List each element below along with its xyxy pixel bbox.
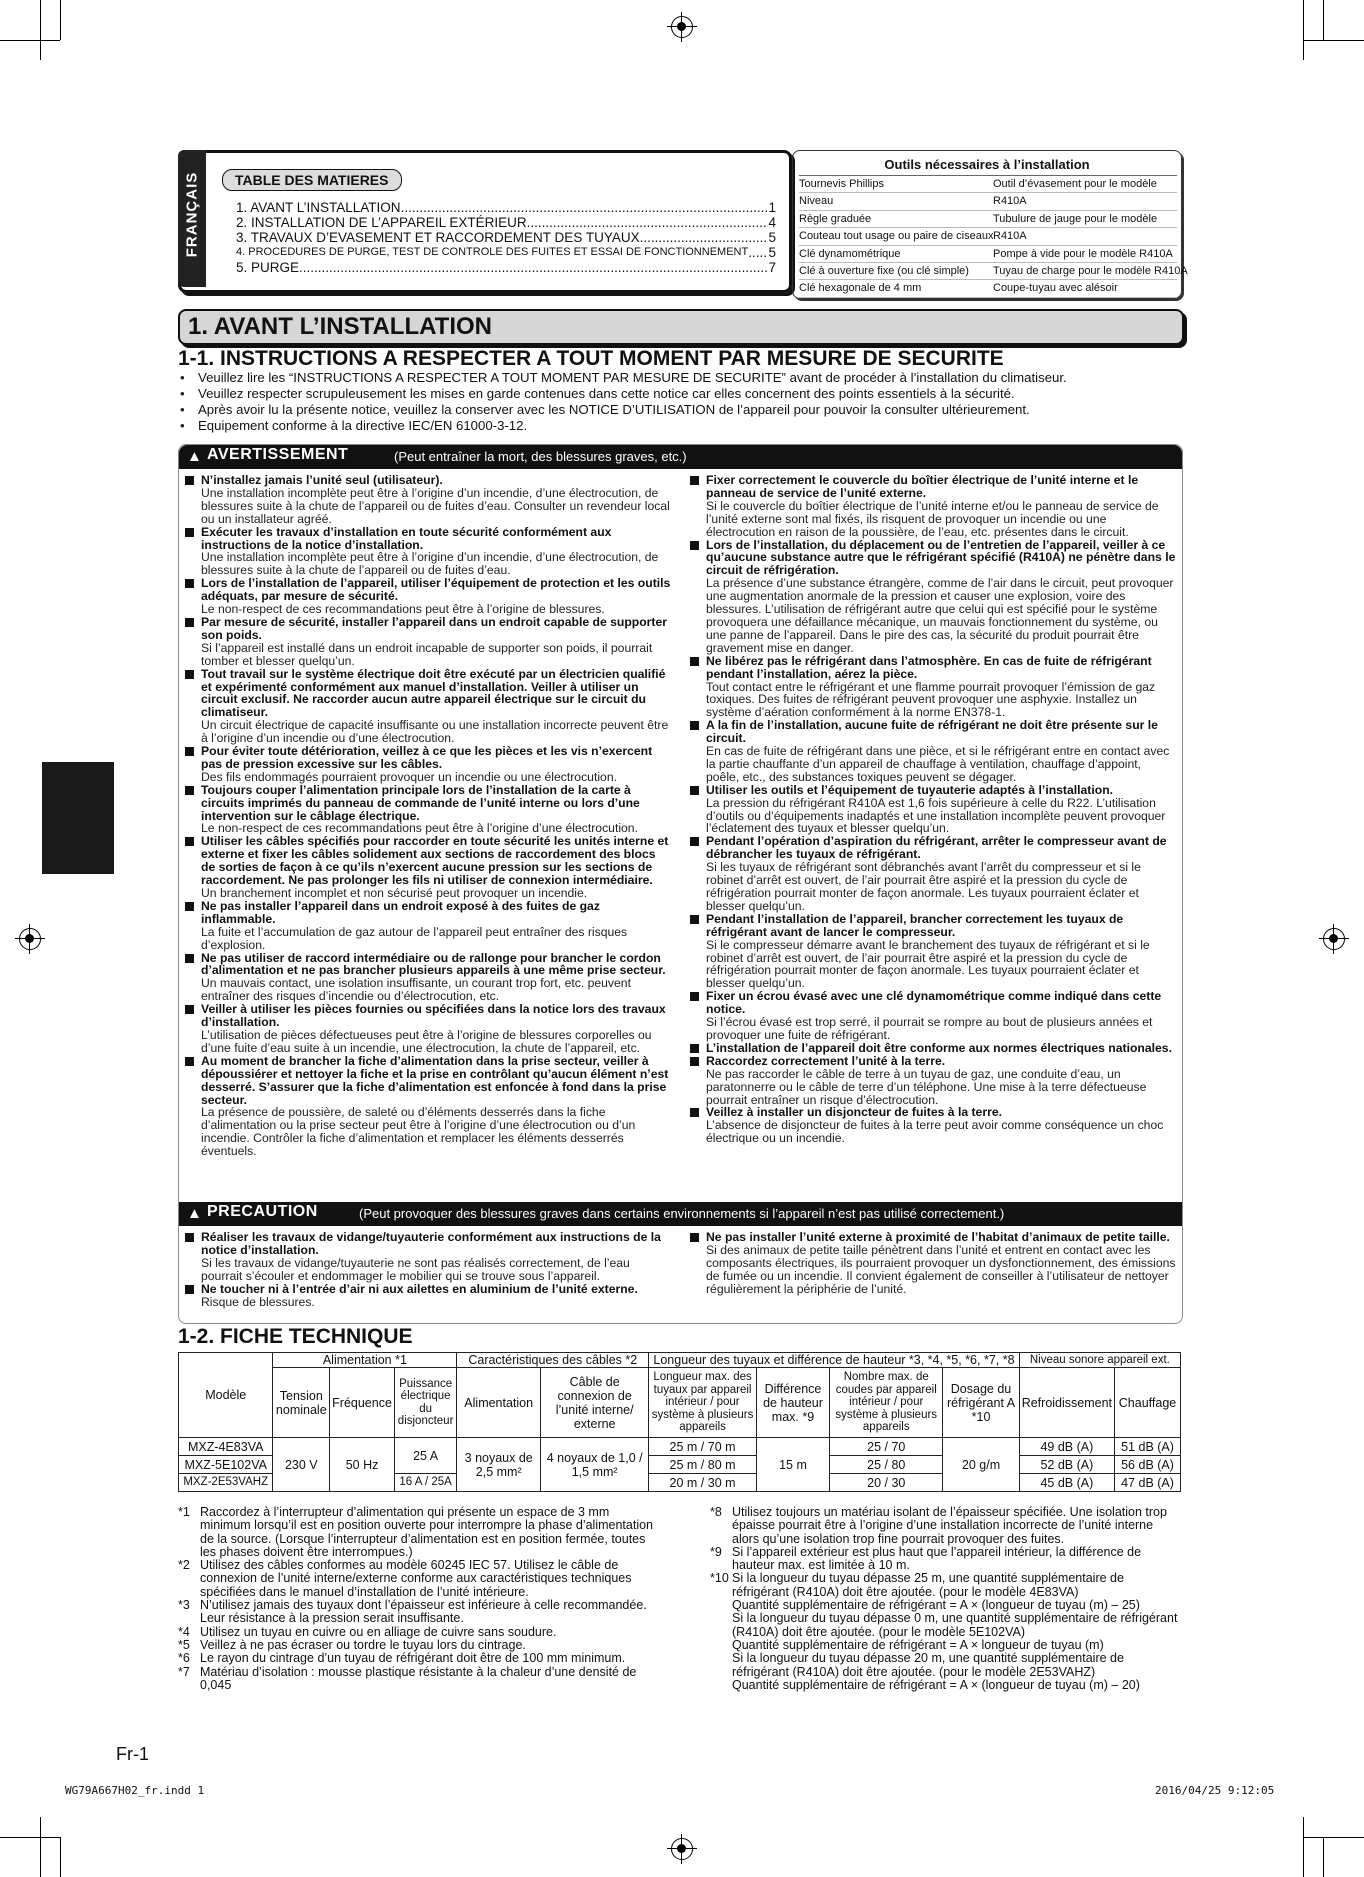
- safety-item-text: Si le compresseur démarre avant le branchement des tuyaux de réfrigérant et si le robinet d’arrêt est ouvert, de l’air pourrait être aspiré et la pression du cycle de réfrigération pourrait monter de façon anormale. Les tuyaux pourraient éclater et blesser quelqu’un.: [706, 937, 1150, 991]
- intro-bullets: [178, 370, 1188, 434]
- safety-item-text: En cas de fuite de réfrigérant dans une pièce, et si le réfrigérant entre en contact avec la partie chauffante d’un appareil de chauffage à ventilation, chauffage d’appoint, poêle, etc., des substances toxiques peuvent se dégager.: [706, 744, 1170, 784]
- model-cell: MXZ-4E83VA: [179, 1438, 273, 1456]
- safety-item-title: Par mesure de sécurité, installer l’appareil dans un endroit capable de supporter son poids.: [201, 614, 667, 642]
- footnote: [178, 1666, 653, 1693]
- safety-item-text: La présence d’une substance étrangère, comme de l’air dans le circuit, peut provoquer une augmentation anormale de la pression et causer une explosion, voire des blessures. L’utilisation de réfrigérant autre que celui qui est spécifié pour le système provoquera une défaillance mécanique, un mauvais fonctionnement du système, ou une panne de l’appareil. Dans le pire des cas, la sécurité du produit pourrait être gravement mise en danger.: [706, 576, 1174, 655]
- bullet-item: • Veuillez lire les “INSTRUCTIONS A RESPECTER A TOUT MOMENT PAR MESURE DE SECURITE” avant de procéder à l’installation du climatiseur.: [178, 370, 1188, 386]
- precaution-left-column: [183, 1231, 673, 1308]
- power-cell: 3 noyaux de 2,5 mm²: [457, 1438, 541, 1492]
- safety-item-text: Une installation incomplète peut être à l’origine d’un incendie, d’une électrocution, de blessures suite à la chute de l’appareil ou de fuites d’eau. Consulter un revendeur local ou un installateur agréé.: [201, 485, 670, 526]
- breaker-cell: 25 A: [394, 1438, 456, 1474]
- safety-item-text: La fuite et l’accumulation de gaz autour de l’appareil peut entraîner des risques d’explosion.: [201, 924, 628, 952]
- footnote-text: Quantité supplémentaire de réfrigérant = A × (longueur de tuyau (m) – 25): [732, 1598, 1140, 1613]
- header-cell: Fréquence: [330, 1368, 395, 1438]
- crop-mark: [60, 1837, 61, 1877]
- footnote-text: Si la longueur du tuyau dépasse 0 m, une quantité supplémentaire de réfrigérant (R410A) doit être ajoutée. (pour le modèle 5E102VA): [732, 1611, 1178, 1639]
- side-marker: [42, 762, 114, 874]
- header-cell: Alimentation *1: [273, 1353, 457, 1368]
- safety-item: [183, 668, 673, 745]
- precaution-label: PRECAUTION: [207, 1203, 318, 1220]
- bullet-item: • Equipement conforme à la directive IEC/EN 61000-3-12.: [178, 418, 1188, 434]
- length-cell: 20 m / 30 m: [649, 1474, 757, 1492]
- safety-item-title: Fixer un écrou évasé avec une clé dynamométrique comme indiqué dans cette notice.: [706, 989, 1162, 1017]
- footnote-text: Quantité supplémentaire de réfrigérant = A × longueur de tuyau (m): [732, 1637, 1104, 1652]
- safety-item: [183, 952, 673, 1004]
- voltage-cell: 230 V: [273, 1438, 330, 1492]
- safety-item: [183, 835, 673, 900]
- warning-icon: ▲: [187, 448, 202, 465]
- footnote-text: Veillez à ne pas écraser ou tordre le tuyau lors du cintrage.: [200, 1637, 526, 1652]
- footnote-marker: *6: [178, 1651, 190, 1666]
- safety-item: [688, 1106, 1177, 1145]
- safety-item: [688, 719, 1177, 784]
- tool-item: Coupe-tuyau avec alésoir: [993, 280, 1177, 297]
- safety-item: [183, 474, 673, 526]
- header-cell: Niveau sonore appareil ext.: [1019, 1353, 1180, 1368]
- safety-item: [688, 1231, 1177, 1296]
- tools-title: Outils nécessaires à l’installation: [884, 157, 1090, 172]
- safety-item: [183, 1055, 673, 1158]
- footnote: [710, 1639, 1182, 1652]
- heat-cell: 47 dB (A): [1115, 1474, 1181, 1492]
- safety-item-text: Si l’appareil est installé dans un endroit incapable de supporter son poids, il pourrait tomber et blesser quelqu’un.: [201, 640, 653, 668]
- safety-item: [183, 1283, 673, 1309]
- safety-item-title: Lors de l’installation, du déplacement ou de l’entretien de l’appareil, veiller à ce qu’aucune substance autre que le réfrigérant spécifié (R410A) ne pénètre dans le circuit de réfrigération.: [706, 537, 1176, 578]
- footnote-text: Quantité supplémentaire de réfrigérant = A × (longueur de tuyau (m) – 20): [732, 1677, 1140, 1692]
- safety-item-text: La pression du réfrigérant R410A est 1,6 fois supérieure à celle du R22. L’utilisation d’outils ou d’équipements inadaptés et une installation incomplète peuvent provoquer l’éclatement des tuyaux et blesser quelqu’un.: [706, 795, 1166, 836]
- crop-mark: [1303, 0, 1304, 60]
- print-date: 2016/04/25 9:12:05: [1155, 1784, 1275, 1797]
- footnote-marker: *7: [178, 1664, 190, 1679]
- model-cell: MXZ-5E102VA: [179, 1456, 273, 1474]
- language-label: FRANÇAIS: [183, 171, 201, 258]
- precaution-desc: (Peut provoquer des blessures graves dans certains environnements si l’appareil n’est pas utilisé correctement.): [359, 1206, 1005, 1221]
- footnote-text: Si la longueur du tuyau dépasse 20 m, une quantité supplémentaire de réfrigérant (R410A) doit être ajoutée. (pour le modèle 2E53VAHZ): [732, 1651, 1124, 1679]
- bullet-item: • Après avoir lu la présente notice, veuillez la conserver avec les NOTICE D’UTILISATION de l’appareil pour pouvoir la consulter ultérieurement.: [178, 402, 1188, 418]
- safety-item-title: Pendant l’opération d’aspiration du réfrigérant, arrêter le compresseur avant de débrancher les tuyaux de réfrigérant.: [706, 834, 1167, 862]
- safety-item-title: Exécuter les travaux d’installation en toute sécurité conformément aux instructions de la notice d’installation.: [201, 524, 612, 552]
- footnote: [178, 1559, 653, 1599]
- footnote: [178, 1639, 653, 1652]
- safety-item: [183, 1003, 673, 1055]
- header-cell: Chauffage: [1115, 1368, 1181, 1438]
- header-cell: Caractéristiques des câbles *2: [457, 1353, 649, 1368]
- file-name: WG79A667H02_fr.indd 1: [65, 1784, 205, 1797]
- safety-item-text: Des fils endommagés pourraient provoquer un incendie ou une électrocution.: [201, 769, 617, 784]
- safety-item-text: L’absence de disjoncteur de fuites à la terre peut avoir comme conséquence un choc électrique ou un incendie.: [706, 1118, 1164, 1146]
- header-cell: Puissance électrique du disjoncteur: [394, 1368, 456, 1438]
- caution-icon: ▲: [187, 1205, 202, 1222]
- tool-item: Clé à ouverture fixe (ou clé simple): [799, 263, 993, 280]
- crop-mark: [40, 0, 41, 60]
- tool-item: Outil d’évasement pour le modèle: [993, 176, 1177, 193]
- footnote: [710, 1652, 1182, 1679]
- safety-item-title: Pendant l’installation de l’appareil, brancher correctement les tuyaux de réfrigérant avant de lancer le compresseur.: [706, 911, 1124, 939]
- warning-right-column: [688, 474, 1177, 1145]
- warning-desc: (Peut entraîner la mort, des blessures graves, etc.): [394, 449, 687, 464]
- freq-cell: 50 Hz: [330, 1438, 395, 1492]
- registration-mark-icon: [671, 1838, 693, 1860]
- header-cell: Longueur max. des tuyaux par appareil intérieur / pour système à plusieurs appareils: [649, 1368, 757, 1438]
- safety-item-title: A la fin de l’installation, aucune fuite de réfrigérant ne doit être présente sur le circuit.: [706, 718, 1158, 746]
- safety-item-text: L’utilisation de pièces défectueuses peut être à l’origine de blessures corporelles ou d’une fuite d’eau suite à un incendie, une électrocution, la chute de l’appareil, etc.: [201, 1027, 652, 1055]
- cool-cell: 45 dB (A): [1019, 1474, 1114, 1492]
- safety-item-text: Si le couvercle du boîtier électrique de l’unité interne et/ou le panneau de service de l’unité externe sont mal fixés, ils risquent de provoquer un incendie ou une électrocution en raison de la poussière, de l’eau, etc. présentes dans le circuit.: [706, 498, 1159, 539]
- tool-item: R410A: [993, 193, 1177, 210]
- footnote-marker: *4: [178, 1624, 190, 1639]
- header-cell: Différence de hauteur max. *9: [756, 1368, 829, 1438]
- tool-item: R410A: [993, 228, 1177, 245]
- safety-item-text: Le non-respect de ces recommandations peut être à l’origine de blessures.: [201, 602, 605, 617]
- safety-item-text: Si les tuyaux de réfrigérant sont débranchés avant l’arrêt du compresseur et si le robinet d’arrêt est ouvert, de l’air pourrait être aspiré et la pression du cycle de réfrigération pourrait monter de façon anormale. Les tuyaux pourraient éclater et blesser quelqu’un.: [706, 860, 1141, 913]
- tool-item: Niveau: [799, 193, 993, 210]
- toc-item[interactable]: 3. TRAVAUX D’EVASEMENT ET RACCORDEMENT DES TUYAUX ..... 5: [236, 230, 776, 245]
- heat-cell: 56 dB (A): [1115, 1456, 1181, 1474]
- crop-mark: [1304, 40, 1364, 41]
- footnote-text: Raccordez à l’interrupteur d’alimentation qui présente un espace de 3 mm minimum lorsqu’il est en position ouverte pour interrompre la phase d’alimentation de la source. (Lorsque l’interrupteur d’alimentation est en position fermée, toutes les phases doivent être interrompues.): [200, 1505, 654, 1559]
- crop-mark: [1323, 0, 1324, 40]
- safety-item-text: Risque de blessures.: [201, 1294, 315, 1309]
- precaution-right-column: [688, 1231, 1177, 1296]
- tool-item: Règle graduée: [799, 211, 993, 228]
- footnote-text: N’utilisez jamais des tuyaux dont l’épaisseur est inférieure à celle recommandée. Leur résistance à la pression serait insuffisante.: [200, 1598, 647, 1626]
- footnote: [710, 1679, 1182, 1692]
- registration-mark-icon: [1323, 928, 1345, 950]
- section-title: 1. AVANT L’INSTALLATION: [188, 313, 492, 340]
- safety-item-title: Ne libérez pas le réfrigérant dans l’atmosphère. En cas de fuite de réfrigérant pendant l’installation, aérez la pièce.: [706, 653, 1152, 681]
- footnote: [178, 1599, 653, 1626]
- section-header: [178, 309, 1184, 345]
- footnote-marker: *8: [710, 1505, 722, 1519]
- safety-item: [688, 1055, 1177, 1107]
- safety-item-text: Un branchement incomplet et non sécurisé peut provoquer un incendie.: [201, 886, 588, 900]
- length-cell: 25 m / 80 m: [649, 1456, 757, 1474]
- tool-item: Pompe à vide pour le modèle R410A: [993, 246, 1177, 263]
- language-tab: [178, 150, 206, 287]
- heat-cell: 51 dB (A): [1115, 1438, 1181, 1456]
- safety-item-title: Lors de l’installation de l’appareil, utiliser l’équipement de protection et les outils adéquats, par mesure de sécurité.: [201, 576, 671, 604]
- footnote-text: Le rayon du cintrage d’un tuyau de réfrigérant doit être de 100 mm minimum.: [200, 1651, 626, 1666]
- tools-list: [799, 175, 1188, 298]
- toc-list: [236, 200, 776, 275]
- footnote: [710, 1612, 1182, 1639]
- length-cell: 25 m / 70 m: [649, 1438, 757, 1456]
- tool-item: Tubulure de jauge pour le modèle: [993, 211, 1177, 228]
- table-row: [179, 1438, 1181, 1456]
- safety-item-title: Veillez à installer un disjoncteur de fuites à la terre.: [706, 1105, 1002, 1120]
- safety-item-title: N’installez jamais l’unité seul (utilisateur).: [201, 473, 443, 487]
- header-cell: Alimentation: [457, 1368, 541, 1438]
- footnote: [178, 1506, 653, 1559]
- height-cell: 15 m: [756, 1438, 829, 1492]
- crop-mark: [60, 0, 61, 40]
- footnote: [178, 1652, 653, 1665]
- registration-mark-icon: [19, 928, 41, 950]
- toc-item[interactable]: 2. INSTALLATION DE L’APPAREIL EXTÉRIEUR ..... 4: [236, 215, 776, 230]
- footnote-text: Utilisez toujours un matériau isolant de l’épaisseur spécifiée. Une isolation trop épaisse pourrait être à l’origine d’une installation incorrecte de l’unité interne alors qu’une isolation trop fine pourrait provoquer des fuites.: [732, 1505, 1167, 1546]
- subsection-title: 1-1. INSTRUCTIONS A RESPECTER A TOUT MOMENT PAR MESURE DE SECURITE: [178, 347, 1004, 370]
- safety-item: [688, 913, 1177, 990]
- safety-item: [183, 616, 673, 668]
- notes-left: [178, 1506, 653, 1692]
- safety-item-text: Un circuit électrique de capacité insuffisante ou une installation incorrecte peuvent être à l’origine d’un incendie ou d’une électrocution.: [201, 718, 669, 746]
- safety-item-title: Utiliser les outils et l’équipement de tuyauterie adaptés à l’installation.: [706, 782, 1114, 797]
- crop-mark: [1303, 1817, 1304, 1877]
- safety-item: [183, 1231, 673, 1283]
- header-cell: Dosage du réfrigérant A *10: [943, 1368, 1019, 1438]
- safety-item-title: Ne pas utiliser de raccord intermédiaire ou de rallonge pour brancher le cordon d’alimentation et ne pas brancher plusieurs appareils à une même prise secteur.: [201, 950, 666, 978]
- header-cell: Longueur des tuyaux et différence de hauteur *3, *4, *5, *6, *7, *8: [649, 1353, 1019, 1368]
- safety-item-title: Utiliser les câbles spécifiés pour raccorder en toute sécurité les unités interne et externe et fixer les câbles solidement aux sections de raccordement des blocs de sorties de façon à ce qu’ils n’exercent aucune pression sur les sections de raccordement. Ne pas prolonger les fils ni utiliser de connexion intermédiaire.: [201, 834, 669, 888]
- safety-item: [688, 784, 1177, 836]
- footnote-marker: *1: [178, 1505, 190, 1519]
- footnote-text: Si l’appareil extérieur est plus haut que l’appareil intérieur, la différence de hauteur max. est limitée à 10 m.: [732, 1544, 1142, 1573]
- safety-item-text: Le non-respect de ces recommandations peut être à l’origine d’une électrocution.: [201, 821, 638, 836]
- registration-mark-icon: [671, 16, 693, 38]
- warning-left-column: [183, 474, 673, 1158]
- bends-cell: 25 / 80: [830, 1456, 943, 1474]
- safety-item-text: Si l’écrou évasé est trop serré, il pourrait se rompre au bout de plusieurs années et provoquer une fuite de réfrigérant.: [706, 1015, 1153, 1042]
- safety-item: [183, 784, 673, 836]
- crop-mark: [0, 40, 60, 41]
- safety-item-title: Ne toucher ni à l’entrée d’air ni aux ailettes en aluminium de l’unité externe.: [201, 1281, 638, 1296]
- bends-cell: 25 / 70: [830, 1438, 943, 1456]
- safety-item-title: Réaliser les travaux de vidange/tuyauterie conformément aux instructions de la notice d’installation.: [201, 1230, 661, 1257]
- page-number: Fr-1: [116, 1744, 149, 1764]
- bullet-item: • Veuillez respecter scrupuleusement les mises en garde contenues dans cette notice car elles concernent des points essentiels à la sécurité.: [178, 386, 1188, 402]
- safety-item: [688, 835, 1177, 912]
- crop-mark: [40, 1817, 41, 1877]
- safety-item-text: Un mauvais contact, une isolation insuffisante, un courant trop fort, etc. peuvent entraîner des risques d’incendie ou d’électrocution, etc.: [201, 976, 631, 1004]
- footnote: [710, 1572, 1182, 1599]
- breaker-cell: 16 A / 25A: [394, 1474, 456, 1492]
- crop-mark: [1304, 1837, 1364, 1838]
- safety-item: [183, 577, 673, 616]
- tool-item: Tournevis Phillips: [799, 176, 993, 193]
- crop-mark: [0, 1837, 60, 1838]
- safety-item-text: Si les travaux de vidange/tuyauterie ne sont pas réalisés correctement, de l’eau pourrait s’écouler et endommager le mobilier qui se trouve sous l’appareil.: [201, 1255, 630, 1283]
- footnote-text: Utilisez un tuyau en cuivre ou en alliage de cuivre sans soudure.: [200, 1624, 557, 1639]
- charge-cell: 20 g/m: [943, 1438, 1019, 1492]
- safety-item: [183, 526, 673, 578]
- safety-item: [183, 745, 673, 784]
- toc-item[interactable]: 4. PROCEDURES DE PURGE, TEST DE CONTROLE DES FUITES ET ESSAI DE FONCTIONNEMENT ..... 5: [236, 245, 776, 260]
- safety-item-title: Ne pas installer l’unité externe à proximité de l’habitat d’animaux de petite taille.: [706, 1230, 1170, 1244]
- tools-box: [792, 150, 1188, 299]
- footnote-marker: *5: [178, 1637, 190, 1652]
- fiche-title: 1-2. FICHE TECHNIQUE: [178, 1325, 413, 1348]
- footnote: [178, 1626, 653, 1639]
- safety-item-text: Si des animaux de petite taille pénètrent dans l’unité et entrent en contact avec les composants électriques, ils pourraient provoquer un dysfonctionnement, des émissions de fumée ou un incendie. Il convient également de conseiller à l’utilisateur de nettoyer régulièrement la périphérie de l’unité.: [706, 1242, 1176, 1296]
- footnote: [710, 1546, 1182, 1573]
- precaution-bar: [179, 1202, 1182, 1226]
- footnote-text: Matériau d’isolation : mousse plastique résistante à la chaleur d’une densité de 0,045: [200, 1664, 637, 1692]
- header-cell: Nombre max. de coudes par appareil intérieur / pour système à plusieurs appareils: [830, 1368, 943, 1438]
- tool-item: Couteau tout usage ou paire de ciseaux: [799, 228, 993, 245]
- safety-item-title: Ne pas installer l’appareil dans un endroit exposé à des fuites de gaz inflammable.: [201, 898, 600, 926]
- footnote-marker: *10: [710, 1571, 729, 1586]
- warning-box: [178, 444, 1183, 1324]
- toc-item[interactable]: 1. AVANT L’INSTALLATION ..... 1: [236, 200, 776, 215]
- header-cell: Tension nominale: [273, 1368, 330, 1438]
- safety-item: [688, 655, 1177, 720]
- safety-item: [688, 474, 1177, 539]
- footnote: [710, 1599, 1182, 1612]
- cool-cell: 52 dB (A): [1019, 1456, 1114, 1474]
- safety-item-title: Fixer correctement le couvercle du boîtier électrique de l’unité interne et le panneau de service de l’unité externe.: [706, 473, 1139, 500]
- safety-item-text: La présence de poussière, de saleté ou d’éléments desserrés dans la fiche d’alimentation ou la prise secteur peut être à l’origine d’une électrocution ou d’un incendie. Contrôler la fiche d’alimentation et remplacer les éléments desserrés éventuels.: [201, 1105, 636, 1159]
- tool-item: Clé dynamométrique: [799, 246, 993, 263]
- footnote-marker: *2: [178, 1558, 190, 1573]
- toc-item[interactable]: 5. PURGE ..... 7: [236, 260, 776, 275]
- tool-item: Tuyau de charge pour le modèle R410A: [993, 263, 1177, 280]
- safety-item-title: Toujours couper l’alimentation principale lors de l’installation de la carte à circuits imprimés du panneau de commande de l’unité interne ou lors d’une intervention sur le câblage électrique.: [201, 782, 640, 823]
- safety-item-title: Au moment de brancher la fiche d’alimentation dans la prise secteur, veiller à dépoussiérer et nettoyer la fiche et la prise en contrôlant qu’aucun élément n’est desserré. S’assurer que la fiche d’alimentation est enfoncée à fond dans la prise secteur.: [201, 1053, 669, 1107]
- warning-bar: [179, 445, 1182, 469]
- footnote-marker: *9: [710, 1544, 722, 1559]
- spec-table: [178, 1352, 1181, 1492]
- cool-cell: 49 dB (A): [1019, 1438, 1114, 1456]
- safety-item: [183, 900, 673, 952]
- safety-item-title: L’installation de l’appareil doit être conforme aux normes électriques nationales.: [706, 1040, 1172, 1055]
- header-cell: Refroidissement: [1019, 1368, 1114, 1438]
- footnote: [710, 1506, 1182, 1546]
- safety-item-text: Tout contact entre le réfrigérant et une flamme pourrait provoquer l’émission de gaz toxiques. Des fuites de réfrigérant peuvent provoquer une asphyxie. Installez un système d’aération conformément à la norme EN378-1.: [706, 679, 1156, 720]
- footnote-text: Si la longueur du tuyau dépasse 25 m, une quantité supplémentaire de réfrigérant (R410A) doit être ajoutée. (pour le modèle 4E83VA): [732, 1571, 1124, 1599]
- bends-cell: 20 / 30: [830, 1474, 943, 1492]
- safety-item-title: Tout travail sur le système électrique doit être exécuté par un électricien qualifié et expérimenté conformément aux manuel d’installation. Veiller à utiliser un circuit exclusif. Ne raccorder aucun autre appareil électrique sur le circuit du climatiseur.: [201, 666, 666, 720]
- footnote-marker: *3: [178, 1598, 190, 1613]
- tool-item: Clé hexagonale de 4 mm: [799, 280, 993, 297]
- toc-title: TABLE DES MATIERES: [222, 169, 402, 191]
- model-cell: MXZ-2E53VAHZ: [179, 1474, 273, 1492]
- safety-item-text: Une installation incomplète peut être à l’origine d’un incendie, d’une électrocution, de blessures suite à la chute de l’appareil ou de fuites d’eau.: [201, 550, 659, 578]
- safety-item: [688, 539, 1177, 655]
- safety-item-text: Ne pas raccorder le câble de terre à un tuyau de gaz, une conduite d’eau, un paratonnerre ou le câble de terre d’un téléphone. Une mise à la terre défectueuse pourrait entraîner un risque d’électrocution.: [706, 1066, 1147, 1107]
- conn-cell: 4 noyaux de 1,0 / 1,5 mm²: [541, 1438, 649, 1492]
- safety-item: [688, 1042, 1177, 1055]
- footnote-text: Utilisez des câbles conformes au modèle 60245 IEC 57. Utilisez le câble de connexion de l’unité interne/externe conforme aux caractéristiques techniques spécifiées dans le manuel d’installation de l’unité intérieure.: [200, 1558, 632, 1599]
- crop-mark: [1323, 1837, 1324, 1877]
- warning-label: AVERTISSEMENT: [207, 446, 349, 463]
- notes-right: [710, 1506, 1182, 1692]
- safety-item: [688, 990, 1177, 1042]
- safety-item-title: Raccordez correctement l’unité à la terre.: [706, 1053, 946, 1068]
- safety-item-title: Veiller à utiliser les pièces fournies ou spécifiées dans la notice lors des travaux d’installation.: [201, 1002, 666, 1030]
- safety-item-title: Pour éviter toute détérioration, veillez à ce que les pièces et les vis n’exercent pas de pression excessive sur les câbles.: [201, 744, 653, 771]
- header-cell: Modèle: [179, 1353, 273, 1438]
- header-cell: Câble de connexion de l’unité interne/ externe: [541, 1368, 649, 1438]
